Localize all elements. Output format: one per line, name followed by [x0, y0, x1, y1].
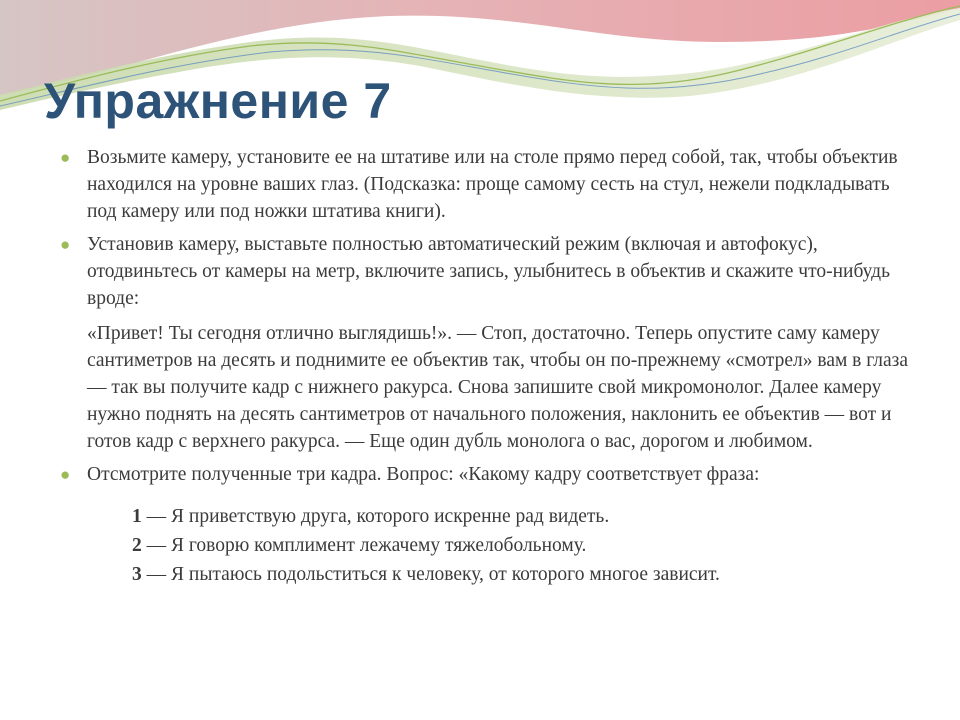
- bullet-item: [60, 461, 910, 488]
- option-number: 2: [132, 535, 142, 556]
- bullet-text: Установив камеру, выставьте полностью автоматический режим (включая и автофокус), отодвиньтесь от камеры на метр, включите запись, улыбнитесь в объектив и скажите что-нибудь вроде:: [87, 234, 890, 309]
- instruction-paragraph: «Привет! Ты сегодня отлично выглядишь!». — Стоп, достаточно. Теперь опустите саму камеру сантиметров на десять и поднимите ее объектив так, чтобы он по-прежнему «смотрел» вам в глаза — так вы получите кадр с нижнего ракурса. Снова запишите свой микромонолог. Далее камеру нужно поднять на десять сантиметров от начального положения, наклонить ее объектив — вот и готов кадр с верхнего ракурса. — Еще один дубль монолога о вас, дорогом и любимом.: [87, 323, 909, 452]
- bullet-icon: ●: [60, 148, 71, 167]
- option-number: 3: [132, 564, 142, 585]
- slide-title: Упражнение 7: [44, 73, 392, 129]
- bullet-text: Отсмотрите полученные три кадра. Вопрос: «Какому кадру соответствует фраза:: [87, 464, 760, 485]
- option-text: — Я приветствую друга, которого искренне рад видеть.: [141, 506, 610, 527]
- option-item: [132, 502, 910, 531]
- bullet-item: [60, 144, 910, 225]
- option-text: — Я пытаюсь подольститься к человеку, от которого многое зависит.: [141, 564, 720, 585]
- slide-content: [60, 144, 910, 589]
- bullet-icon: ●: [60, 465, 71, 484]
- option-item: [132, 531, 910, 560]
- option-text: — Я говорю комплимент лежачему тяжелобольному.: [141, 535, 587, 556]
- bullet-text: Возьмите камеру, установите ее на штативе или на столе прямо перед собой, так, чтобы объектив находился на уровне ваших глаз. (Подсказка: проще самому сесть на стул, нежели подкладывать под камеру или под ножки штатива книги).: [87, 147, 898, 222]
- option-number: 1: [132, 506, 142, 527]
- bullet-item: [60, 231, 910, 312]
- options-list: [60, 502, 910, 589]
- bullet-icon: ●: [60, 235, 71, 254]
- option-item: [132, 560, 910, 589]
